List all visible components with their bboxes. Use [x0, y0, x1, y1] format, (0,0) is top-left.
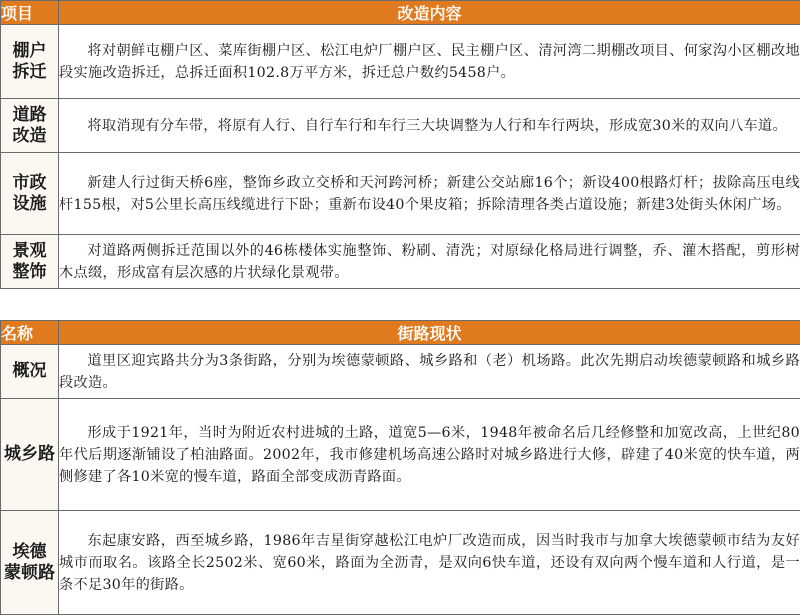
street-status-table	[0, 320, 800, 615]
table-row	[1, 399, 800, 511]
column-header-name: 名称	[1, 321, 59, 345]
table-header-row	[1, 321, 800, 345]
table-row	[1, 99, 800, 153]
renovation-content-table	[0, 0, 800, 289]
row-text: 将对朝鲜屯棚户区、菜库街棚户区、松江电炉厂棚户区、民主棚户区、清河湾二期棚改项目、何家沟小区棚改地段实施改造拆迁，总拆迁面积102.8万平方米，拆迁总户数约5458户。	[59, 25, 800, 99]
row-text: 形成于1921年，当时为附近农村进城的土路，道宽5—6米，1948年被命名后几经修整和加宽改高，上世纪80年代后期逐渐铺设了柏油路面。2002年，我市修建机场高速公路时对城乡路进行大修，辟建了40米宽的快车道，两侧修建了各10米宽的慢车道，路面全部变成沥青路面。	[59, 399, 800, 511]
row-label: 城乡路	[1, 399, 59, 511]
table-row	[1, 235, 800, 289]
row-text: 对道路两侧拆迁范围以外的46栋楼体实施整饰、粉刷、清洗；对原绿化格局进行调整，乔、灌木搭配，剪形树木点缀，形成富有层次感的片状绿化景观带。	[59, 235, 800, 289]
table-header-row	[1, 1, 800, 25]
table-row	[1, 25, 800, 99]
row-text: 新建人行过街天桥6座，整饰乡政立交桥和天河跨河桥；新建公交站廊16个；新设400根路灯杆；拔除高压电线杆155根，对5公里长高压线缆进行下卧；重新布设40个果皮箱；拆除清理各类占道设施；新建3处街头休闲广场。	[59, 153, 800, 235]
column-header-status: 街路现状	[59, 321, 800, 345]
table-row	[1, 511, 800, 615]
row-label: 市政 设施	[1, 153, 59, 235]
table-gap	[0, 296, 800, 320]
row-label: 棚户 拆迁	[1, 25, 59, 99]
table-row	[1, 345, 800, 399]
row-text: 东起康安路，西至城乡路，1986年吉星街穿越松江电炉厂改造而成，因当时我市与加拿大埃德蒙顿市结为友好城市而取名。该路全长2502米、宽60米，路面为全沥青，是双向6快车道，还设有双向两个慢车道和人行道，是一条不足30年的街路。	[59, 511, 800, 615]
row-label: 埃德 蒙顿路	[1, 511, 59, 615]
row-label: 概况	[1, 345, 59, 399]
row-text: 将取消现有分车带，将原有人行、自行车行和车行三大块调整为人行和车行两块，形成宽30米的双向八车道。	[59, 99, 800, 153]
row-label: 景观 整饰	[1, 235, 59, 289]
row-text: 道里区迎宾路共分为3条街路，分别为埃德蒙顿路、城乡路和（老）机场路。此次先期启动埃德蒙顿路和城乡路段改造。	[59, 345, 800, 399]
table-row	[1, 153, 800, 235]
column-header-item: 项目	[1, 1, 59, 25]
column-header-content: 改造内容	[59, 1, 800, 25]
row-label: 道路 改造	[1, 99, 59, 153]
